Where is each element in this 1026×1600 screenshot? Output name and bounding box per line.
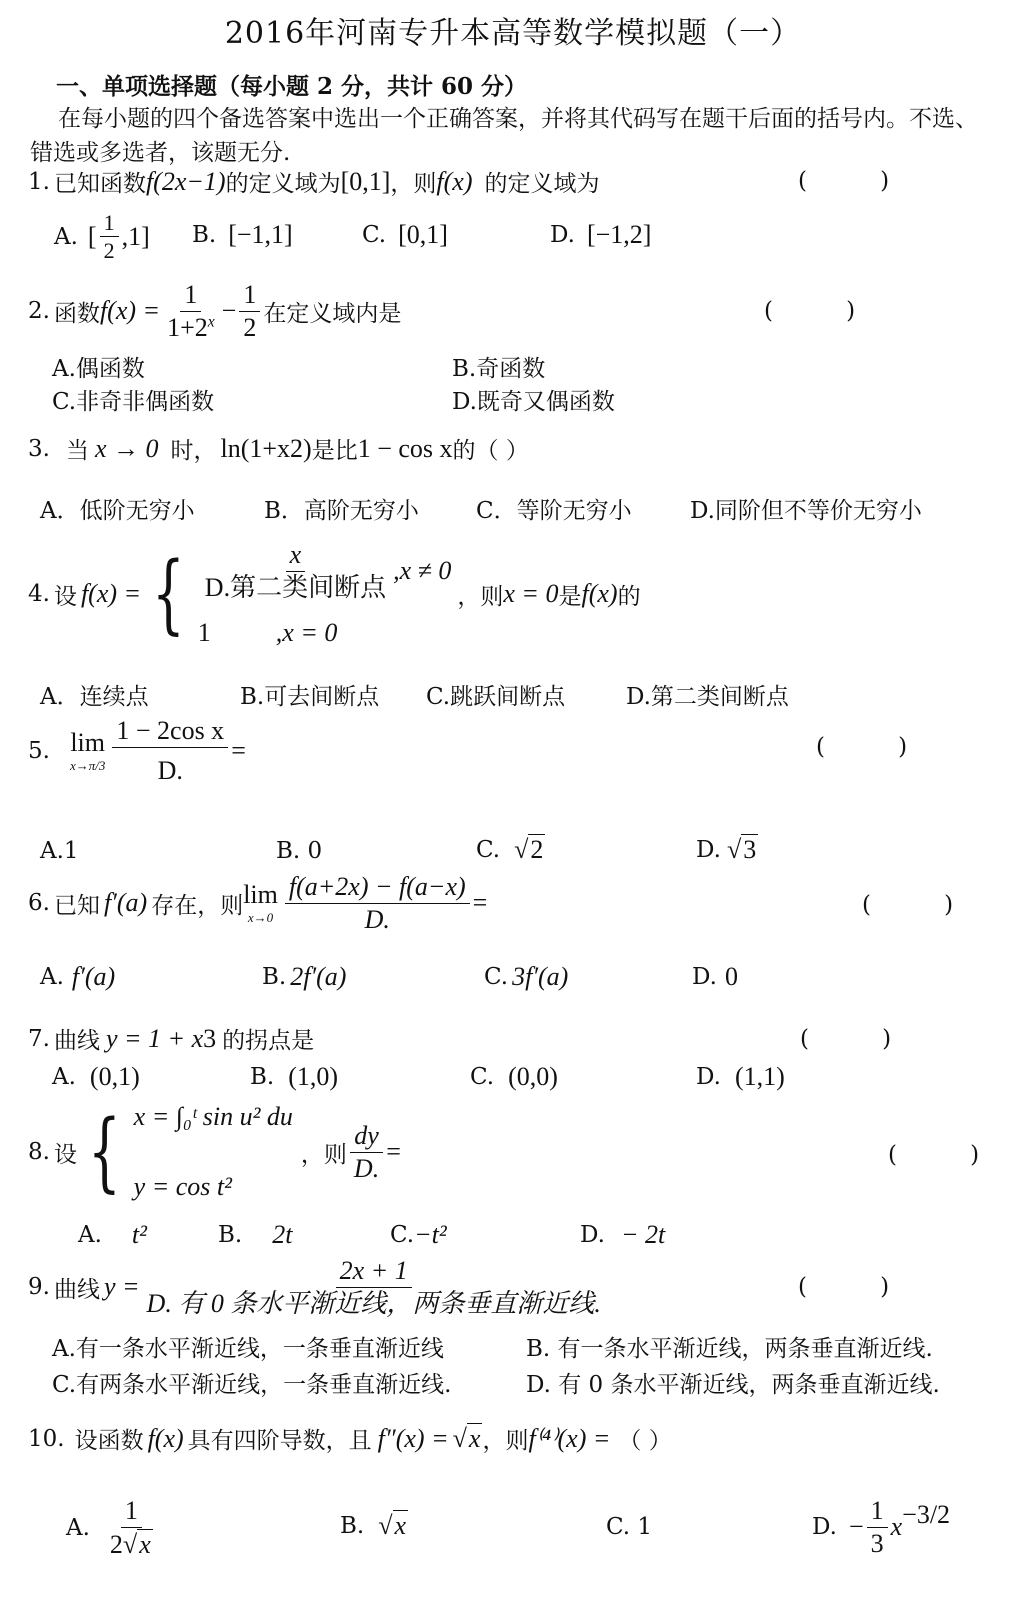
case-2 [198, 618, 452, 648]
case-2: y = cos t² [133, 1172, 232, 1201]
option-label: B. [250, 1064, 275, 1090]
option-label: D. [812, 1514, 837, 1541]
radicand: 2 [530, 835, 544, 864]
condition: ,x = 0 [275, 618, 338, 647]
math-expr: ) [303, 433, 312, 463]
option-c: C．等阶无穷小 [476, 498, 632, 524]
option-a [54, 210, 150, 264]
fraction [143, 1256, 605, 1319]
option-label: D. [550, 222, 575, 248]
option-d [812, 1496, 950, 1559]
option-a: A.有一条水平渐近线，一条垂直渐近线 [52, 1336, 444, 1362]
option-c [476, 834, 545, 865]
math-expr: ,1] [121, 221, 150, 251]
answer-paren: ( ) [798, 168, 890, 194]
math-expr: f″(x) = [377, 1423, 449, 1453]
math-expr: − [848, 1512, 864, 1542]
parametric-cases [134, 1102, 293, 1202]
denominator: 2 [243, 312, 257, 342]
denominator [163, 312, 219, 343]
lim-subscript: x→0 [247, 910, 274, 926]
fraction [867, 1496, 888, 1559]
instructions: 在每小题的四个备选答案中选出一个正确答案，并将其代码写在题干后面的括号内。不选、错选或多选者，该题无分. [30, 106, 978, 166]
question-number: 3. [28, 435, 50, 462]
math-expr: 0 [724, 962, 738, 991]
page-title: 2016年河南专升本高等数学模拟题（一） [224, 16, 802, 51]
option-label: B. [262, 964, 287, 990]
sqrt: √ x [452, 1424, 481, 1453]
question-10 [28, 1422, 672, 1455]
numerator: 1 [867, 1496, 888, 1528]
question-text: ，则 [457, 583, 504, 610]
case-value: 1 [197, 618, 211, 647]
question-text: 的拐点是 [222, 1028, 315, 1054]
option-b [340, 1510, 408, 1541]
limit [243, 880, 278, 926]
math-expr: x = 0 [503, 579, 559, 608]
numerator: 2x + 1 [336, 1256, 412, 1288]
option-d: D.既奇又偶函数 [452, 389, 615, 415]
question-text: 已知函数 [53, 171, 146, 197]
option-b [262, 962, 346, 992]
question-3 [28, 432, 529, 465]
numerator: 1 − 2cos x [112, 716, 228, 748]
answer-paren: ( ) [816, 734, 908, 760]
exponent: −3/2 [902, 1500, 951, 1530]
piecewise-cases [198, 540, 452, 648]
math-expr: ln(1+x [220, 433, 291, 463]
condition: ,x ≠ 0 [393, 556, 452, 586]
option-label: A. [54, 223, 78, 250]
math-expr: f⁽⁴⁾(x) = [528, 1423, 611, 1453]
question-text: ，则 [482, 1428, 529, 1454]
option-label: D. [580, 1222, 605, 1248]
fraction [201, 540, 390, 603]
question-number: 4. [28, 581, 50, 607]
section-heading: 一、单项选择题（每小题 2 分，共计 60 分） [56, 73, 528, 100]
option-label: A. [78, 1222, 102, 1248]
math-expr: (0,1) [89, 1062, 140, 1091]
question-text: 的定义域为 [225, 171, 341, 197]
math-expr: f(x) = [80, 579, 142, 608]
numerator: 1 [100, 210, 119, 237]
question-number: 8. [28, 1139, 50, 1165]
question-number: 2. [28, 298, 50, 325]
option-a: A.偶函数 [52, 356, 145, 382]
option-label: C. [476, 836, 501, 863]
option-label: C. [484, 964, 509, 990]
question-text: 当 [65, 438, 89, 464]
math-expr: [ [87, 221, 97, 251]
radicand: x [394, 1511, 407, 1540]
option-b [250, 1062, 338, 1092]
question-number: 6. [28, 890, 50, 917]
question-text: 设 [53, 583, 77, 610]
question-number: 9. [28, 1274, 50, 1301]
denominator: D.第二类间断点 [204, 572, 387, 602]
option-a [66, 1496, 160, 1560]
option-d [550, 220, 651, 250]
option-label: C. [362, 222, 387, 248]
question-text: 具有四阶导数，且 [187, 1428, 372, 1454]
math-expr: (1,1) [734, 1062, 785, 1091]
math-expr: −t² [414, 1220, 447, 1249]
math-expr: [−1,2] [586, 220, 652, 249]
option-b: B.奇函数 [452, 356, 546, 382]
question-text: 函数 [53, 300, 100, 327]
lim-subscript: x→π/3 [69, 757, 106, 773]
option-label: D. [696, 1064, 721, 1090]
math-expr: 2f′(a) [290, 962, 347, 991]
question-text: 设 [53, 1141, 77, 1168]
left-brace: { [152, 544, 185, 644]
option-c: C.有两条水平渐近线，一条垂直渐近线. [52, 1372, 452, 1398]
answer-paren: ( ) [798, 1274, 890, 1300]
numerator: 1 [239, 280, 260, 312]
option-a [40, 962, 115, 992]
fraction [106, 1496, 157, 1560]
question-number: 5. [28, 737, 50, 764]
question-text: 时， [170, 438, 217, 464]
option-label: C. [390, 1222, 415, 1248]
option-label: A. [66, 1514, 90, 1541]
math-expr: 1 − cos x [357, 433, 453, 463]
math-expr: f(x) [581, 579, 618, 608]
option-b [218, 1220, 292, 1250]
option-b: B．高阶无穷小 [264, 498, 419, 524]
denominator: D. [364, 904, 390, 934]
question-text: 曲线 [53, 1276, 100, 1303]
lim-text: lim [243, 880, 278, 910]
option-b: B.可去间断点 [240, 684, 380, 710]
option-label: A. [52, 1064, 76, 1090]
question-number: 7. [28, 1025, 50, 1052]
option-label: B. [218, 1222, 243, 1248]
option-b: B. 0 [276, 838, 323, 864]
math-expr: f(x) [436, 166, 473, 196]
denominator-base: 1+2 [167, 312, 208, 342]
exponent: 3 [203, 1023, 217, 1053]
question-9 [28, 1256, 608, 1319]
question-number: 1. [28, 168, 50, 195]
math-expr: t² [131, 1220, 147, 1249]
option-d [580, 1220, 665, 1250]
question-1 [28, 165, 600, 198]
radicand: 3 [743, 835, 757, 864]
denominator: D. [157, 755, 183, 785]
math-expr: [−1,1] [228, 220, 293, 249]
answer-paren: （ ） [618, 1428, 672, 1454]
fraction [163, 280, 219, 343]
option-d [696, 834, 758, 865]
option-label: C. [470, 1064, 495, 1090]
fraction [239, 280, 260, 343]
question-text: 是 [558, 583, 582, 610]
question-4 [28, 540, 641, 648]
math-expr: [0,1] [398, 220, 448, 249]
option-d: D.同阶但不等价无穷小 [690, 498, 922, 524]
math-expr: (0,0) [508, 1062, 558, 1091]
math-expr: 3f′(a) [512, 962, 569, 991]
case-1 [198, 540, 452, 603]
math-expr: f(x) = [99, 296, 161, 326]
math-expr: y = 1 + x [105, 1023, 204, 1053]
question-text: ，则 [390, 171, 437, 197]
exponent: 2 [290, 433, 304, 463]
sqrt: √ x [122, 1529, 151, 1559]
option-d: D. 有 0 条水平渐近线，两条垂直渐近线. [526, 1372, 940, 1398]
answer-paren: ( ) [764, 298, 856, 324]
question-text: 在定义域内是 [263, 300, 402, 327]
math-expr: (1,0) [288, 1062, 339, 1091]
question-text: 设函数 [74, 1428, 144, 1454]
option-c: C. 1 [606, 1514, 653, 1540]
math-expr: x [890, 1512, 903, 1542]
option-a [78, 1220, 147, 1250]
math-expr: = [231, 735, 246, 765]
lim-text: lim [70, 727, 105, 757]
denominator: 2 [103, 238, 115, 264]
math-expr: x → 0 [94, 433, 159, 463]
option-d [696, 1062, 785, 1092]
question-text: 的 [617, 583, 641, 610]
math-expr: = [386, 1137, 401, 1166]
numerator: dy [350, 1121, 383, 1153]
option-c [362, 220, 448, 250]
math-expr: − 2t [620, 1220, 666, 1249]
math-expr: f(2x−1) [145, 166, 226, 196]
math-expr: − [221, 296, 237, 326]
numerator: f(a+2x) − f(a−x) [285, 872, 470, 904]
answer-paren: ( ) [862, 892, 954, 918]
option-c [484, 962, 568, 992]
question-text: ，则 [300, 1141, 347, 1168]
option-label: D. [692, 964, 717, 990]
fraction [285, 872, 470, 935]
sqrt: √ 2 [514, 835, 544, 864]
question-6 [28, 872, 487, 935]
numerator: 1 [180, 280, 201, 312]
question-text: 是比 [311, 438, 358, 464]
fraction [112, 716, 228, 786]
option-label: D. [696, 836, 721, 863]
limit [70, 728, 105, 774]
denominator: 3 [870, 1528, 884, 1558]
fraction [100, 210, 119, 264]
fraction [350, 1121, 383, 1184]
sqrt: √ 3 [726, 835, 757, 864]
math-expr: = [472, 888, 488, 918]
question-number: 10. [28, 1425, 65, 1452]
math-expr: f′(a) [103, 888, 148, 918]
option-label: B. [340, 1512, 365, 1539]
question-7 [28, 1022, 314, 1055]
option-c: C.非奇非偶函数 [52, 389, 215, 415]
question-2 [28, 280, 401, 343]
question-text: 已知 [53, 892, 100, 919]
denominator: D. 有 0 条水平渐近线，两条垂直渐近线. [146, 1288, 601, 1318]
question-text: 的定义域为 [484, 171, 600, 197]
question-5 [28, 716, 246, 786]
radicand: x [468, 1424, 481, 1453]
radicand: x [139, 1529, 151, 1559]
option-b [192, 220, 293, 250]
math-expr: f′(a) [71, 962, 116, 991]
option-c [390, 1220, 447, 1250]
option-a [52, 1062, 140, 1092]
question-text: 的（ ） [452, 438, 529, 464]
numerator: x [286, 540, 306, 572]
option-c: C.跳跃间断点 [426, 684, 566, 710]
question-text: 存在，则 [151, 892, 244, 919]
question-8 [28, 1102, 401, 1202]
denominator-coeff: 2 [109, 1529, 123, 1559]
option-c [470, 1062, 558, 1092]
denominator [106, 1528, 157, 1560]
option-a: A.1 [40, 838, 79, 864]
numerator: 1 [121, 1496, 142, 1528]
option-b: B. 有一条水平渐近线，两条垂直渐近线. [526, 1336, 933, 1362]
math-expr: [0,1] [340, 166, 391, 196]
question-text: 曲线 [53, 1028, 100, 1054]
math-expr: 2t [272, 1220, 293, 1249]
option-d: D.第二类间断点 [626, 684, 789, 710]
answer-paren: ( ) [888, 1142, 980, 1168]
option-a: A．连续点 [40, 684, 149, 710]
case-1: x = ∫₀ᵗ sin u² du [133, 1102, 293, 1131]
left-brace: { [87, 1102, 121, 1202]
answer-paren: ( ) [800, 1026, 892, 1052]
exponent: x [207, 313, 215, 331]
math-expr: f(x) [147, 1423, 184, 1453]
option-label: B. [192, 222, 217, 248]
option-label: A. [40, 964, 64, 990]
option-a: A．低阶无穷小 [40, 498, 195, 524]
math-expr: y = [103, 1272, 140, 1302]
denominator: D. [353, 1153, 380, 1183]
sqrt: √ x [378, 1511, 407, 1540]
option-d [692, 962, 738, 992]
